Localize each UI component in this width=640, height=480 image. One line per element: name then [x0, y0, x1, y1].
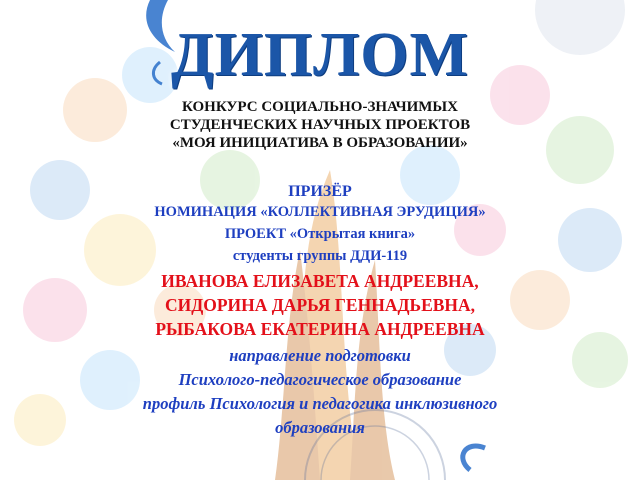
profile-line-2: образования — [275, 418, 365, 437]
project-name: ПРОЕКТ «Открытая книга» — [224, 226, 416, 242]
student-name-2: СИДОРИНА ДАРЬЯ ГЕННАДЬЕВНА, — [164, 295, 476, 315]
student-group: студенты группы ДДИ-119 — [232, 248, 408, 264]
direction-label: направление подготовки — [229, 346, 411, 365]
diploma-title: ДИПЛОМ — [170, 21, 470, 89]
student-name-3: РЫБАКОВА ЕКАТЕРИНА АНДРЕЕВНА — [155, 319, 485, 339]
contest-line-2: СТУДЕНЧЕСКИХ НАУЧНЫХ ПРОЕКТОВ — [169, 117, 471, 133]
profile-line-1: профиль Психология и педагогика инклюзивного — [142, 394, 498, 413]
nomination: НОМИНАЦИЯ «КОЛЛЕКТИВНАЯ ЭРУДИЦИЯ» — [154, 204, 486, 220]
contest-line-1: КОНКУРС СОЦИАЛЬНО-ЗНАЧИМЫХ — [182, 99, 458, 115]
contest-line-3: «МОЯ ИНИЦИАТИВА В ОБРАЗОВАНИИ» — [172, 135, 468, 151]
prize-status: ПРИЗЁР — [288, 183, 352, 200]
student-name-1: ИВАНОВА ЕЛИЗАВЕТА АНДРЕЕВНА, — [161, 271, 479, 291]
direction-value: Психолого-педагогическое образование — [178, 370, 462, 389]
